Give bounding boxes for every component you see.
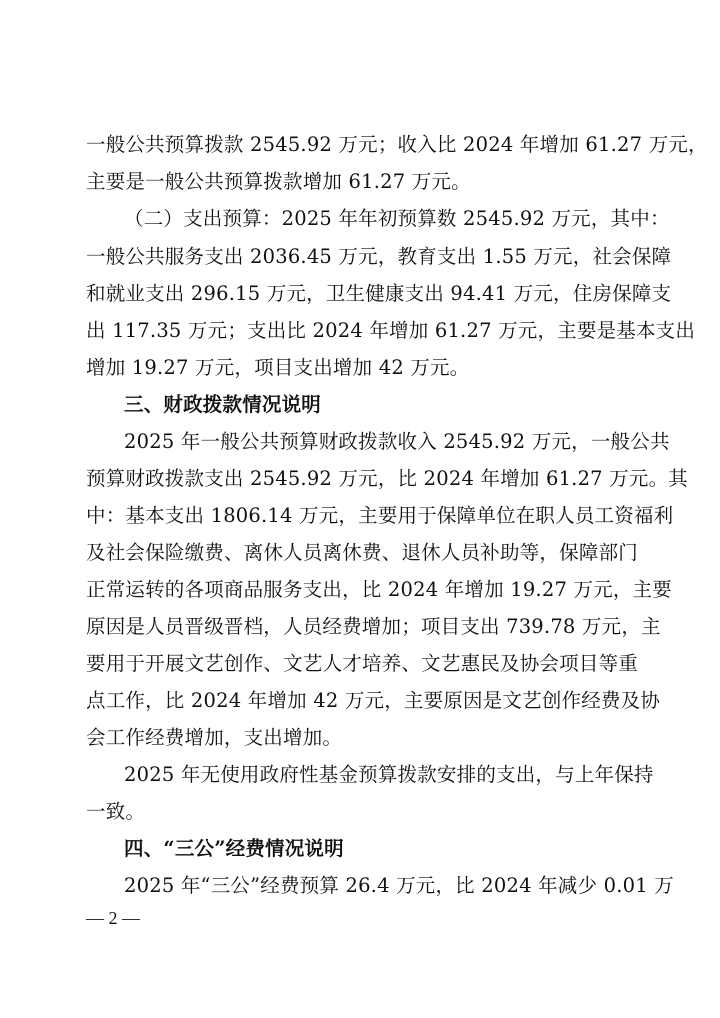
paragraph-line: 出 117.35 万元；支出比 2024 年增加 61.27 万元，主要是基本支出	[86, 319, 696, 342]
paragraph-line: 中：基本支出 1806.14 万元，主要用于保障单位在职人员工资福利	[86, 504, 674, 527]
paragraph-line: 2025 年一般公共预算财政拨款收入 2545.92 万元，一般公共	[124, 430, 670, 453]
page-number: — 2 —	[86, 908, 140, 928]
paragraph-line: 点工作，比 2024 年增加 42 万元，主要原因是文艺创作经费及协	[86, 689, 661, 712]
section-heading-fiscal: 三、财政拨款情况说明	[124, 393, 322, 416]
paragraph-line: 2025 年“三公”经费预算 26.4 万元，比 2024 年减少 0.01 万	[124, 874, 674, 897]
paragraph-line: 要用于开展文艺创作、文艺人才培养、文艺惠民及协会项目等重	[86, 652, 638, 675]
paragraph-line: 会工作经费增加，支出增加。	[86, 726, 343, 749]
paragraph-line: 2025 年无使用政府性基金预算拨款安排的支出，与上年保持	[124, 763, 654, 786]
paragraph-line: 一般公共预算拨款 2545.92 万元；收入比 2024 年增加 61.27 万元，	[86, 133, 708, 156]
section-heading-three-public: 四、“三公”经费情况说明	[124, 837, 344, 860]
paragraph-line: 和就业支出 296.15 万元，卫生健康支出 94.41 万元，住房保障支	[86, 282, 672, 305]
paragraph-line: 及社会保险缴费、离休人员离休费、退休人员补助等，保障部门	[86, 541, 638, 564]
paragraph-line: 正常运转的各项商品服务支出，比 2024 年增加 19.27 万元，主要	[86, 578, 672, 601]
section-subheading-line: （二）支出预算：2025 年年初预算数 2545.92 万元，其中：	[124, 207, 670, 230]
paragraph-line: 一致。	[86, 800, 146, 823]
paragraph-line: 原因是人员晋级晋档，人员经费增加；项目支出 739.78 万元，主	[86, 615, 661, 638]
paragraph-line: 一般公共服务支出 2036.45 万元，教育支出 1.55 万元，社会保障	[86, 245, 672, 268]
paragraph-line: 主要是一般公共预算拨款增加 61.27 万元。	[86, 170, 471, 193]
paragraph-line: 预算财政拨款支出 2545.92 万元，比 2024 年增加 61.27 万元。其	[86, 467, 688, 490]
paragraph-line: 增加 19.27 万元，项目支出增加 42 万元。	[86, 356, 470, 379]
